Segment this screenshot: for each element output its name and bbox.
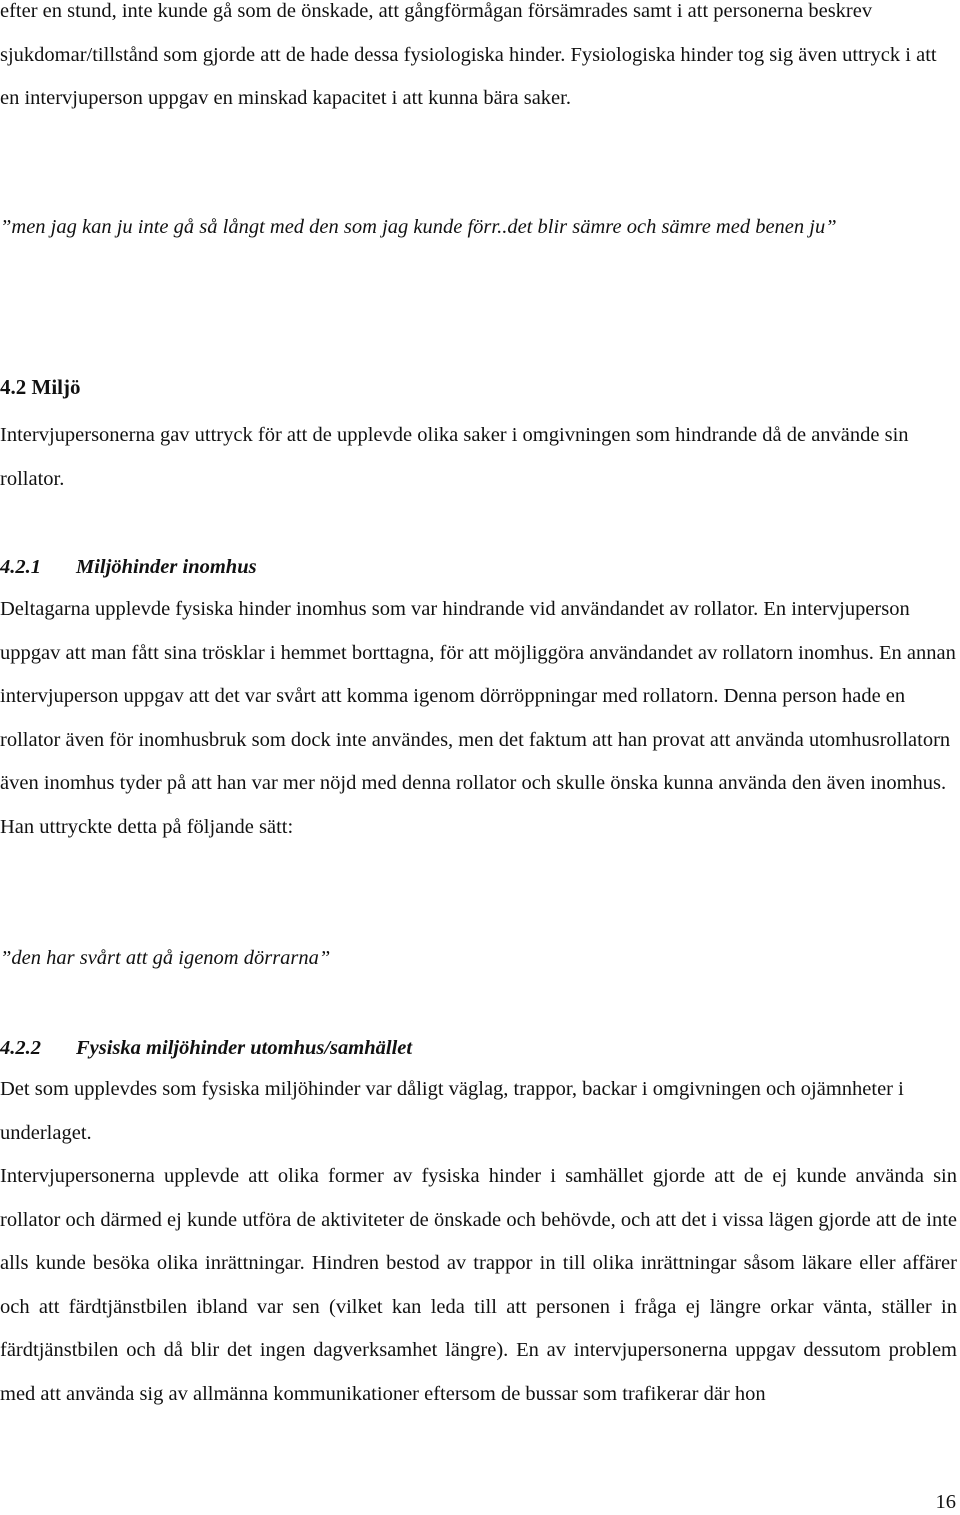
intro-paragraph: efter en stund, inte kunde gå som de önskade, att gångförmågan försämrades samt i att personerna beskrev sjukdomar/tillstånd som gjorde att de hade dessa fysiologiska hinder. Fysiologiska hinder tog sig även uttryck i att en intervjuperson uppgav en minskad kapacitet i att kunna bära saker. [0, 0, 937, 110]
section-4-2-2-paragraph-2: Intervjupersonerna upplevde att olika former av fysiska hinder i samhället gjorde att de ej kunde använda sin rollator och därmed ej kunde utföra de aktiviteter de önskade och behövde, och att det i vissa lägen gjorde att de inte alls kunde besöka olika inrättningar. Hindren bestod av trappor in till olika inrättningar såsom läkare eller affärer och att färdtjänstbilen ibland var sen (vilket kan leda till att personen i fråga ej längre orkar vänta, ställer in färdtjänstbilen och då blir det ingen dagverksamhet längre). En av intervjupersonerna uppgav dessutom problem med att använda sig av allmänna kommunikationer eftersom de bussar som trafikerar där hon [0, 1165, 957, 1405]
subsection-number: 4.2.2 [0, 1037, 41, 1059]
subsection-number: 4.2.1 [0, 556, 41, 578]
section-heading-4-2: 4.2 Miljö [0, 375, 81, 399]
section-4-2-1-paragraph: Deltagarna upplevde fysiska hinder inomhus som var hindrande vid användandet av rollator. En intervjuperson uppgav att man fått sina trösklar i hemmet borttagna, för att möjliggöra användandet av rollatorn inomhus. En annan intervjuperson uppgav att det var svårt att komma igenom dörröppningar med rollatorn. Denna person hade en rollator även för inomhusbruk som dock inte användes, men det faktum att han provat att använda utomhusrollatorn även inomhus tyder på att han var mer nöjd med denna rollator och skulle önska kunna använda den även inomhus. Han uttryckte detta på följande sätt: [0, 598, 956, 838]
subsection-heading-4-2-2 [0, 1033, 412, 1063]
page-number: 16 [935, 1491, 956, 1513]
subsection-title: Fysiska miljöhinder utomhus/samhället [76, 1037, 413, 1059]
section-4-2-2-paragraph-1: Det som upplevdes som fysiska miljöhinder var dåligt väglag, trappor, backar i omgivningen och ojämnheter i underlaget. [0, 1078, 904, 1144]
subsection-heading-4-2-1 [0, 552, 257, 582]
section-4-2-paragraph: Intervjupersonerna gav uttryck för att de upplevde olika saker i omgivningen som hindrande då de använde sin rollator. [0, 424, 909, 490]
quote-paragraph-doors: ”den har svårt att gå igenom dörrarna” [0, 947, 331, 969]
quote-paragraph: ”men jag kan ju inte gå så långt med den som jag kunde förr..det blir sämre och sämre med benen ju” [0, 216, 837, 238]
subsection-title: Miljöhinder inomhus [76, 556, 257, 578]
